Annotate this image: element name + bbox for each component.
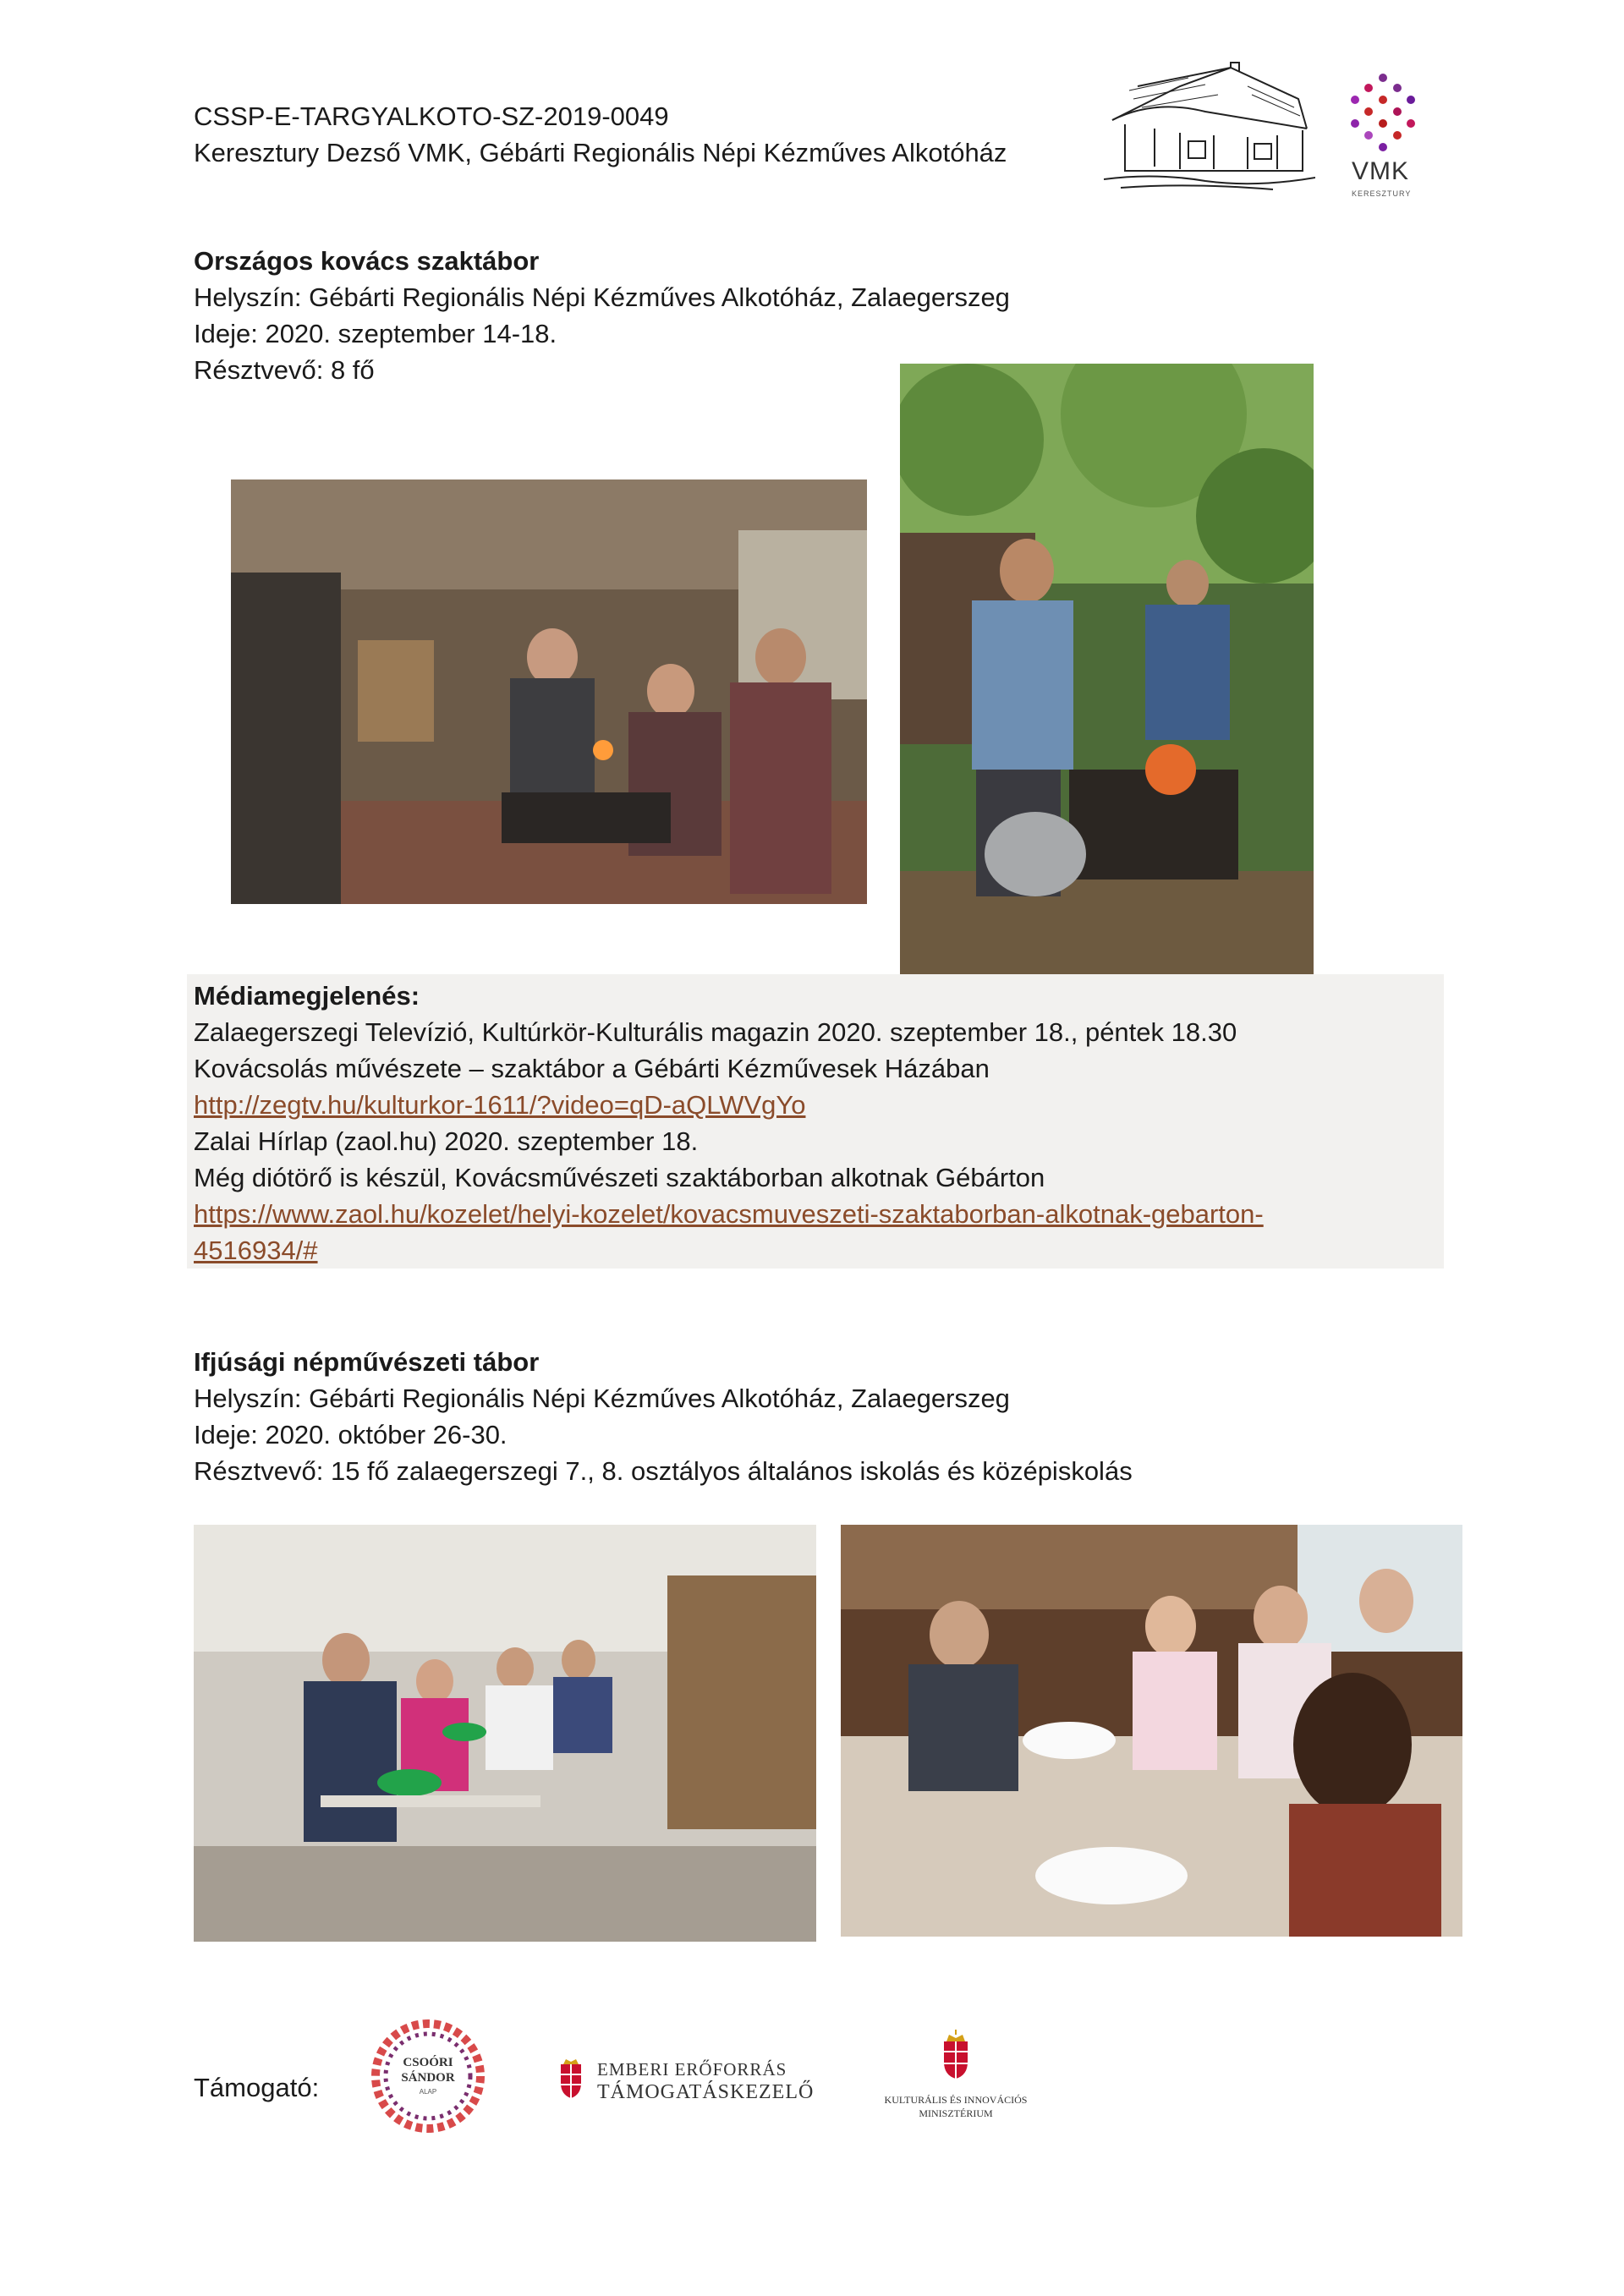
vmk-logo [1336,69,1429,213]
vmk-logo-text: VMK [1352,157,1410,185]
supporter-label: Támogató: [194,2073,320,2102]
children-kitchen-photo [841,1525,1462,1937]
section2-location: Helyszín: Gébárti Regionális Népi Kézműves Alkotóház, Zalaegerszeg [194,1384,1010,1413]
pottery-workshop-photo [194,1525,816,1942]
csoori-sandor-alap-logo [369,2017,487,2135]
zegtv-link[interactable]: http://zegtv.hu/kulturkor-1611/?video=qD-aQLWVgYo [194,1090,806,1120]
section1-location: Helyszín: Gébárti Regionális Népi Kézműves Alkotóház, Zalaegerszeg [194,282,1010,312]
blacksmith-workshop-photo [231,479,867,904]
section1-title: Országos kovács szaktábor [194,246,540,276]
organization-name: Keresztury Dezső VMK, Gébárti Regionális Népi Kézműves Alkotóház [194,138,1007,167]
emberi-logo-line2: TÁMOGATÁSKEZELŐ [597,2081,815,2103]
section1-participants: Résztvevő: 8 fő [194,355,375,385]
house-sketch-logo [1104,61,1315,196]
csoori-logo-line1: CSOÓRI [403,2056,453,2069]
section2-participants: Résztvevő: 15 fő zalaegerszegi 7., 8. osztályos általános iskolás és középiskolás [194,1456,1133,1486]
vmk-logo-subtext: KERESZTURY [1352,189,1412,198]
zaol-link-part1[interactable]: https://www.zaol.hu/kozelet/helyi-kozelet/kovacsmuveszeti-szaktaborban-alkotnak-gebarton- [194,1199,1264,1229]
kulturalis-innovacios-miniszterium-logo [863,2030,1049,2131]
emberi-eroforras-logo [558,2051,820,2110]
section2-date: Ideje: 2020. október 26-30. [194,1420,508,1449]
ministry-logo-line2: MINISZTÉRIUM [919,2107,993,2119]
media-tv-line: Zalaegerszegi Televízió, Kultúrkör-Kulturális magazin 2020. szeptember 18., péntek 18.30 [194,1017,1237,1047]
blacksmith-outdoor-photo [900,364,1314,978]
emberi-logo-line1: EMBERI ERŐFORRÁS [597,2059,787,2080]
csoori-logo-line3: ALAP [419,2088,437,2096]
csoori-logo-line2: SÁNDOR [401,2071,455,2085]
media-zaol-line: Zalai Hírlap (zaol.hu) 2020. szeptember 18. [194,1126,699,1156]
media-heading: Médiamegjelenés: [194,981,420,1011]
section1-date: Ideje: 2020. szeptember 14-18. [194,319,557,348]
section2-title: Ifjúsági népművészeti tábor [194,1347,540,1377]
media-zaol-title: Még diótörő is készül, Kovácsművészeti szaktáborban alkotnak Gébárton [194,1163,1045,1192]
ministry-logo-line1: KULTURÁLIS ÉS INNOVÁCIÓS [884,2094,1028,2106]
zaol-link-part2[interactable]: 4516934/# [194,1236,318,1265]
document-code: CSSP-E-TARGYALKOTO-SZ-2019-0049 [194,101,669,131]
media-tv-title: Kovácsolás művészete – szaktábor a Gébárti Kézművesek Házában [194,1054,990,1083]
